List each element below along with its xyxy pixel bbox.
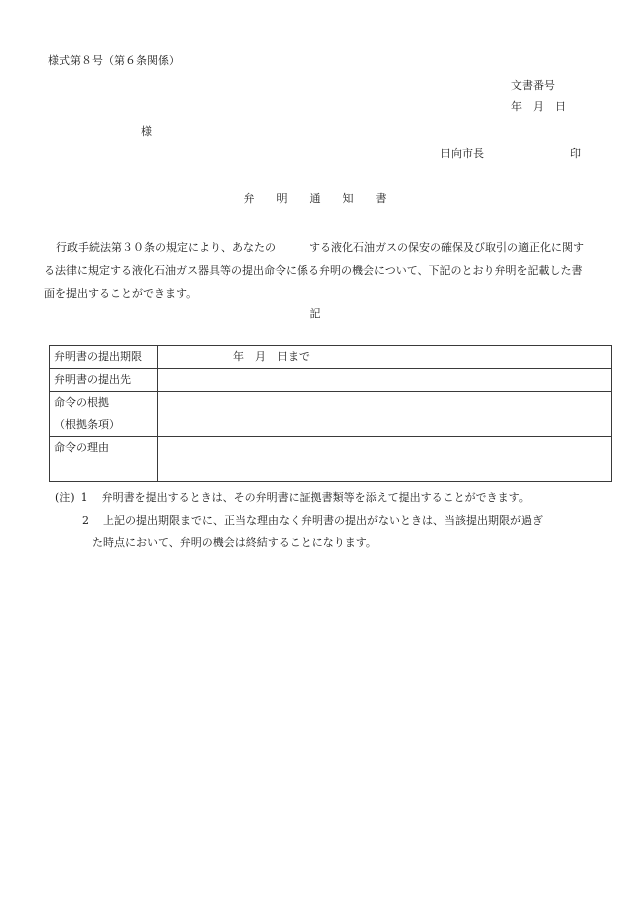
note-item	[55, 487, 530, 509]
row-value: 年 月 日まで	[158, 346, 612, 369]
info-table	[49, 345, 612, 482]
note-text: 弁明書を提出するときは、その弁明書に証拠書類等を添えて提出することができます。	[101, 491, 530, 504]
row-label: 弁明書の提出先	[50, 369, 158, 392]
date-label: 年 月 日	[511, 100, 566, 113]
issuer-name: 日向市長	[440, 147, 484, 160]
form-number: 様式第８号（第６条関係）	[48, 54, 180, 67]
table-row	[50, 392, 612, 437]
body-paragraph: 行政手続法第３０条の規定により、あなたの する液化石油ガスの保安の確保及び取引の適正化に関する法律に規定する液化石油ガス器具等の提出命令に係る弁明の機会について、下記のとおり弁明を記載した書面を提出することができます。	[44, 241, 584, 300]
document-title: 弁 明 通 知 書	[243, 192, 387, 205]
note-number: 1	[80, 491, 88, 504]
addressee-suffix: 様	[141, 125, 152, 138]
seal-mark: 印	[570, 147, 581, 160]
note-item	[82, 510, 543, 532]
ki-heading: 記	[309, 307, 321, 320]
row-value	[158, 369, 612, 392]
note-prefix: (注)	[55, 491, 75, 504]
note-text-continued: た時点において、弁明の機会は終結することになります。	[92, 536, 377, 549]
row-label-main: 命令の根拠	[54, 396, 109, 409]
table-row	[50, 437, 612, 482]
row-label-sub: （根拠条項）	[54, 418, 120, 431]
table-row	[50, 346, 612, 369]
table-row	[50, 369, 612, 392]
document-number-label: 文書番号	[511, 79, 555, 92]
note-number: 2	[82, 514, 89, 527]
row-label	[50, 392, 158, 437]
row-value	[158, 392, 612, 437]
row-label: 弁明書の提出期限	[50, 346, 158, 369]
note-text: 上記の提出期限までに、正当な理由なく弁明書の提出がないときは、当該提出期限が過ぎ	[103, 514, 543, 527]
row-value	[158, 437, 612, 482]
row-label: 命令の理由	[50, 437, 158, 482]
